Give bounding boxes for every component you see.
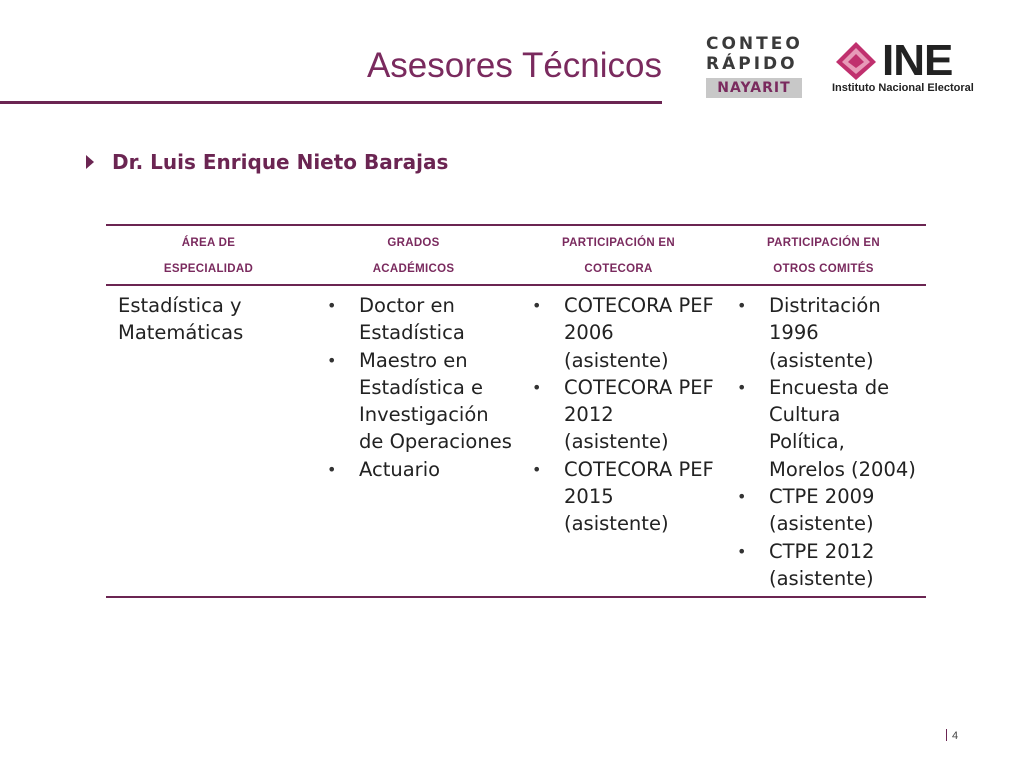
- otros-text: Distritación 1996 (asistente): [769, 294, 881, 372]
- cell-area: [106, 292, 311, 592]
- cell-otros: [721, 292, 926, 592]
- page-number: [946, 729, 958, 742]
- person-name: Dr. Luis Enrique Nieto Barajas: [112, 150, 449, 174]
- area-text: Estadística y Matemáticas: [118, 294, 244, 345]
- otros-text: CTPE 2012 (asistente): [769, 539, 875, 590]
- bullet-icon: •: [327, 296, 337, 315]
- person-heading: [86, 150, 448, 174]
- bullet-icon: •: [327, 459, 337, 479]
- list-item: [735, 374, 922, 483]
- header-otros-line1: PARTICIPACIÓN EN: [767, 237, 880, 249]
- header-area: [106, 226, 311, 284]
- advisor-table: [106, 224, 926, 598]
- header-area-line2: ESPECIALIDAD: [163, 263, 254, 275]
- header-otros: [721, 226, 926, 284]
- header-cotecora-line2: COTECORA: [584, 263, 653, 275]
- grado-text: Doctor en Estadística: [359, 294, 465, 345]
- list-item: [325, 292, 512, 347]
- otros-text: CTPE 2009 (asistente): [769, 485, 875, 536]
- conteo-logo-badge: NAYARIT: [706, 78, 802, 98]
- bullet-icon: •: [737, 487, 747, 507]
- list-item: [735, 483, 922, 538]
- header-grados-line2: ACADÉMICOS: [372, 263, 455, 275]
- ine-logo-subtitle: Instituto Nacional Electoral: [832, 82, 974, 94]
- header-area-line1: ÁREA DE: [181, 237, 236, 249]
- list-item: [530, 374, 717, 456]
- cell-cotecora: [516, 292, 721, 592]
- header-grados: [311, 226, 516, 284]
- header-grados-line1: GRADOS: [387, 237, 440, 249]
- conteo-logo-line1: CONTEO: [706, 34, 803, 54]
- list-item: [325, 456, 512, 483]
- list-item: [735, 292, 922, 374]
- grado-text: Maestro en Estadística e Investigación de Operaciones: [359, 348, 512, 454]
- header-cotecora: [516, 226, 721, 284]
- ine-logo-word: INE: [882, 36, 953, 85]
- otros-text: Encuesta de Cultura Política, Morelos (2004): [769, 375, 916, 481]
- conteo-logo-line2: RÁPIDO: [706, 54, 798, 74]
- cotecora-text: COTECORA PEF 2012 (asistente): [564, 375, 714, 454]
- table-row: [106, 286, 926, 596]
- ine-logo: [830, 36, 990, 100]
- bullet-icon: •: [327, 350, 337, 370]
- list-item: [325, 347, 512, 456]
- grado-text: Actuario: [359, 457, 441, 481]
- page-number-text: 4: [952, 730, 959, 742]
- cell-grados: [311, 292, 516, 592]
- bullet-icon: •: [737, 377, 747, 397]
- title-underline: [0, 101, 662, 104]
- bullet-icon: •: [532, 377, 542, 397]
- ine-emblem-icon: [830, 40, 882, 82]
- cotecora-text: COTECORA PEF 2006 (asistente): [564, 294, 714, 372]
- slide-title: Asesores Técnicos: [366, 46, 662, 85]
- list-item: [530, 292, 717, 374]
- triangle-bullet-icon: [86, 155, 94, 169]
- header-otros-line2: OTROS COMITÉS: [773, 263, 874, 275]
- header-cotecora-line1: PARTICIPACIÓN EN: [562, 237, 675, 249]
- bullet-icon: •: [737, 541, 747, 561]
- page-number-divider: [946, 729, 947, 741]
- conteo-rapido-logo: [706, 34, 806, 104]
- bullet-icon: •: [737, 296, 747, 315]
- list-item: [735, 538, 922, 593]
- table-header-row: [106, 226, 926, 286]
- list-item: [530, 456, 717, 538]
- bullet-icon: •: [532, 459, 542, 479]
- cotecora-text: COTECORA PEF 2015 (asistente): [564, 457, 714, 536]
- bullet-icon: •: [532, 296, 542, 315]
